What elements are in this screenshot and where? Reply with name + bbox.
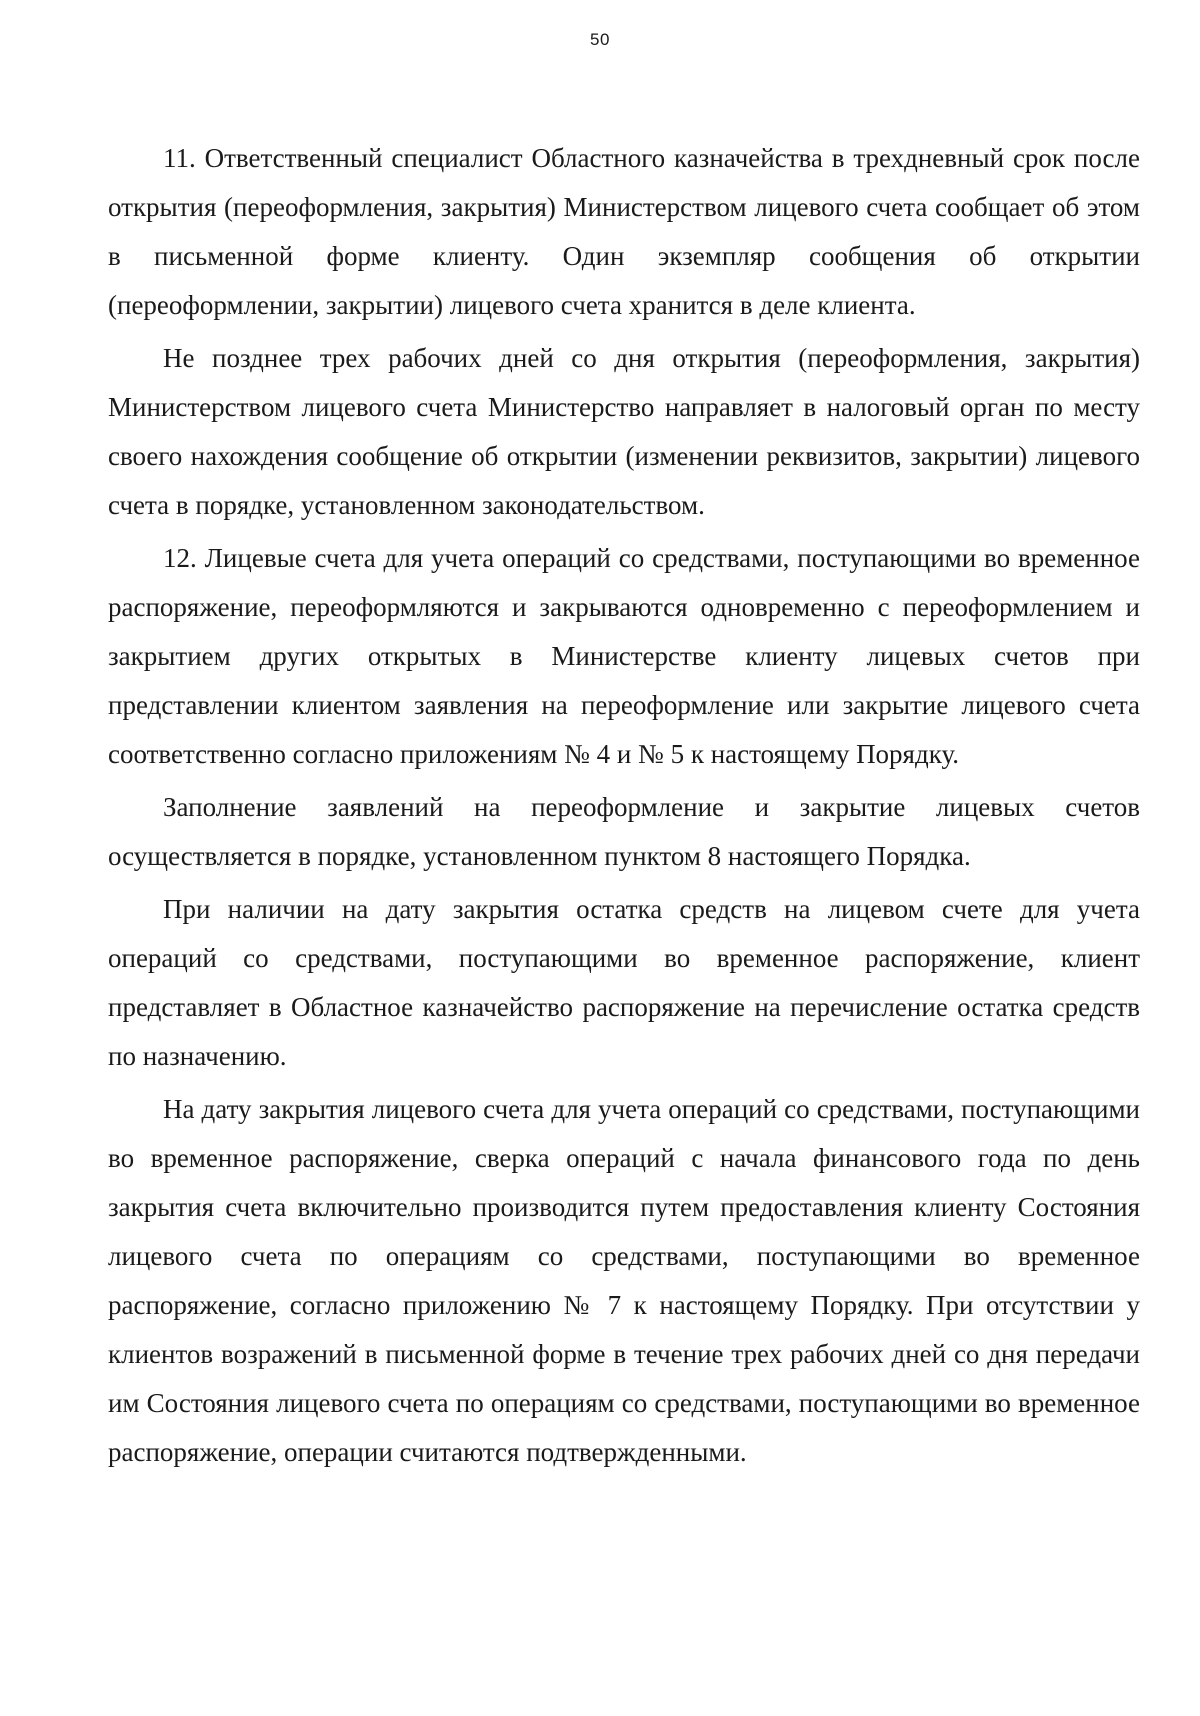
paragraph-11: 11. Ответственный специалист Областного казначейства в трехдневный срок после открытия (переоформления, закрытия) Министерством лицевого счета сообщает об этом в письменной форме клиенту. Один экземпляр сообщения об открытии (переоформлении, закрытии) лицевого счета хранится в деле клиента. xyxy=(108,143,1140,320)
paragraph-remaining-balance: При наличии на дату закрытия остатка средств на лицевом счете для учета операций со средствами, поступающими во временное распоряжение, клиент представляет в Областное казначейство распоряжение на перечисление остатка средств по назначению. xyxy=(108,894,1140,1071)
document-body xyxy=(108,134,1140,1477)
paragraph-reconciliation: На дату закрытия лицевого счета для учета операций со средствами, поступающими во временное распоряжение, сверка операций с начала финансового года по день закрытия счета включительно производится путем предоставления клиенту Состояния лицевого счета по операциям со средствами, поступающими во временное распоряжение, согласно приложению № 7 к настоящему Порядку. При отсутствии у клиентов возражений в письменной форме в течение трех рабочих дней со дня передачи им Состояния лицевого счета по операциям со средствами, поступающими во временное распоряжение, операции считаются подтвержденными. xyxy=(108,1094,1140,1467)
paragraph-tax-notice: Не позднее трех рабочих дней со дня открытия (переоформления, закрытия) Министерством лицевого счета Министерство направляет в налоговый орган по месту своего нахождения сообщение об открытии (изменении реквизитов, закрытии) лицевого счета в порядке, установленном законодательством. xyxy=(108,343,1140,520)
page-number: 50 xyxy=(590,30,610,49)
paragraph-filling-applications: Заполнение заявлений на переоформление и закрытие лицевых счетов осуществляется в порядке, установленном пунктом 8 настоящего Порядка. xyxy=(108,792,1140,871)
paragraph-12: 12. Лицевые счета для учета операций со средствами, поступающими во временное распоряжение, переоформляются и закрываются одновременно с переоформлением и закрытием других открытых в Министерстве клиенту лицевых счетов при представлении клиентом заявления на переоформление или закрытие лицевого счета соответственно согласно приложениям № 4 и № 5 к настоящему Порядку. xyxy=(108,543,1140,769)
